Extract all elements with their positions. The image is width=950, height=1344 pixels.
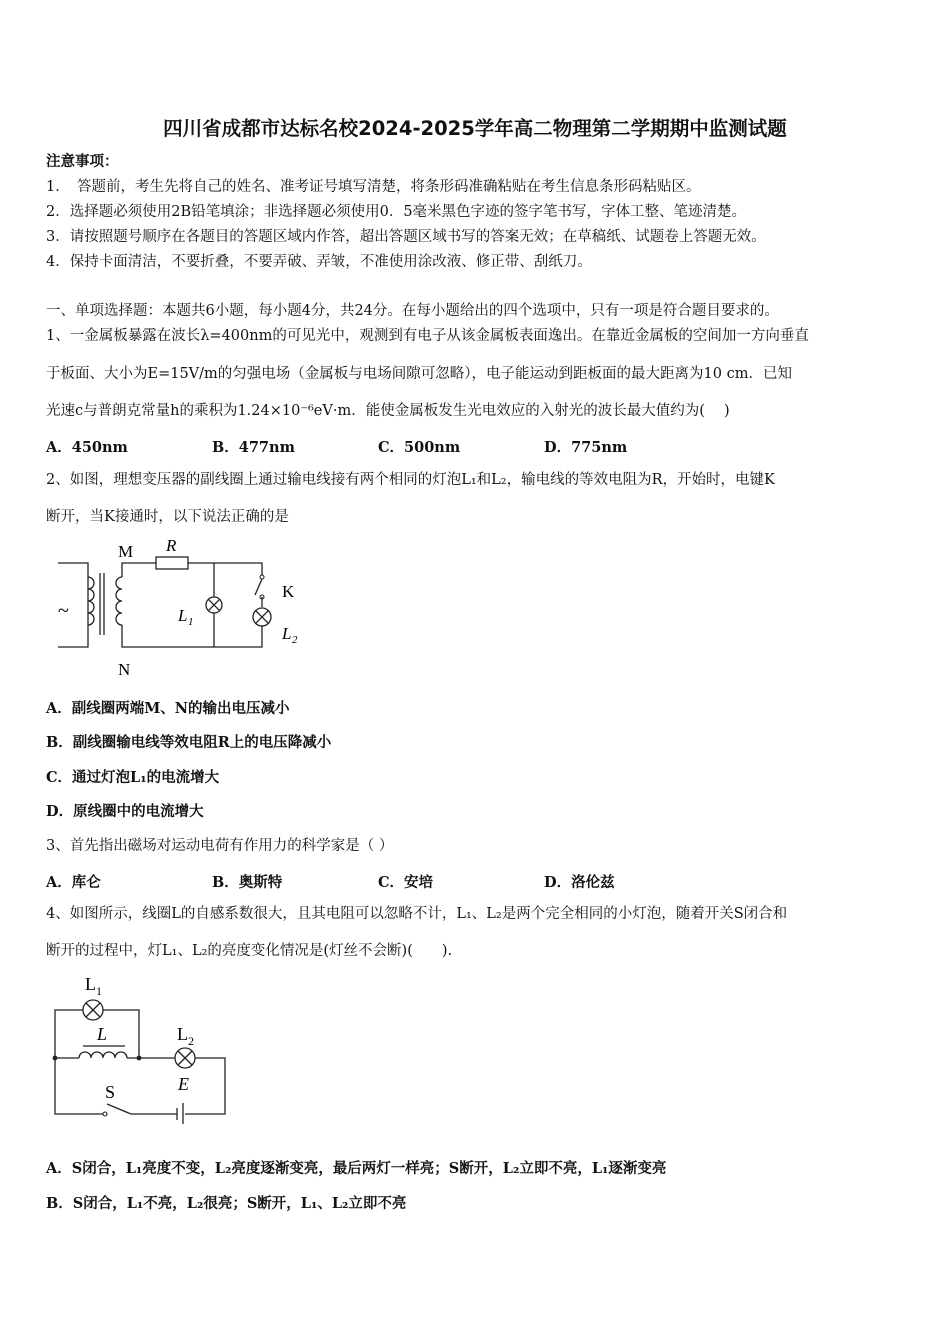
- label-inductor-l: L: [97, 1024, 108, 1044]
- label-m: M: [118, 542, 134, 561]
- ac-source-symbol: ~: [58, 600, 69, 622]
- q1-stem-line: 于板面、大小为E=15V/m的匀强电场（金属板与电场间隙可忽略），电子能运动到距板面的最大距离为10 cm．已知: [46, 366, 792, 382]
- q1-stem-line: 1、一金属板暴露在波长λ=400nm的可见光中，观测到有电子从该金属板表面逸出。在靠近金属板的空间加一方向垂直: [46, 328, 809, 344]
- q3-option-c[interactable]: C．安培: [378, 874, 434, 891]
- label-l2-subscript: 2: [188, 1034, 194, 1048]
- q2-stem-line: 2、如图，理想变压器的副线圈上通过输电线接有两个相同的灯泡L₁和L₂，输电线的等效电阻为R，开始时，电键K: [46, 472, 775, 488]
- q3-option-b[interactable]: B．奥斯特: [212, 874, 283, 891]
- q4-option-b[interactable]: B．S闭合，L₁不亮，L₂很亮；S断开，L₁、L₂立即不亮: [46, 1195, 407, 1212]
- notice-item: 1． 答题前，考生先将自己的姓名、准考证号填写清楚，将条形码准确粘贴在考生信息条形码粘贴区。: [46, 179, 701, 195]
- label-l1-subscript: 1: [188, 616, 194, 628]
- q2-option-c[interactable]: C．通过灯泡L₁的电流增大: [46, 769, 220, 786]
- label-l1-subscript: 1: [96, 984, 102, 998]
- q2-option-a[interactable]: A．副线圈两端M、N的输出电压减小: [46, 700, 290, 717]
- notice-item: 2．选择题必须使用2B铅笔填涂；非选择题必须使用0．5毫米黑色字迹的签字笔书写，字体工整、笔迹清楚。: [46, 204, 747, 220]
- q1-stem-line: 光速c与普朗克常量h的乘积为1.24×10⁻⁶eV·m．能使金属板发生光电效应的入射光的波长最大值约为( ): [46, 403, 730, 419]
- q3-option-a[interactable]: A．库仑: [46, 874, 101, 891]
- q1-options: [46, 436, 627, 457]
- label-l1: L: [178, 606, 188, 625]
- label-l2: L: [282, 624, 292, 643]
- q1-option-a[interactable]: A．450nm: [46, 439, 128, 456]
- q4-stem-line: 4、如图所示，线圈L的自感系数很大，且其电阻可以忽略不计，L₁、L₂是两个完全相同的小灯泡，随着开关S闭合和: [46, 906, 788, 922]
- q2-stem-line: 断开，当K接通时，以下说法正确的是: [46, 509, 289, 525]
- label-l2: L: [177, 1024, 188, 1044]
- q3-options: [46, 871, 615, 892]
- q2-option-b[interactable]: B．副线圈输电线等效电阻R上的电压降减小: [46, 734, 332, 751]
- label-e: E: [178, 1074, 189, 1094]
- q4-stem-line: 断开的过程中，灯L₁、L₂的亮度变化情况是(灯丝不会断)( ).: [46, 943, 453, 959]
- section-heading: 一、单项选择题：本题共6小题，每小题4分，共24分。在每小题给出的四个选项中，只有一项是符合题目要求的。: [46, 303, 779, 319]
- label-l1: L: [85, 974, 96, 994]
- notice-heading: 注意事项：: [46, 153, 119, 170]
- label-n: N: [118, 660, 131, 679]
- q1-option-b[interactable]: B．477nm: [212, 439, 295, 456]
- q1-option-d[interactable]: D．775nm: [544, 439, 628, 456]
- page-title: 四川省成都市达标名校2024-2025学年高二物理第二学期期中监测试题: [163, 117, 787, 140]
- transformer-circuit-diagram: [50, 535, 310, 683]
- label-l2-subscript: 2: [292, 634, 298, 646]
- notice-item: 3．请按照题号顺序在各题目的答题区域内作答，超出答题区域书写的答案无效；在草稿纸、试题卷上答题无效。: [46, 229, 766, 245]
- label-s: S: [105, 1082, 116, 1102]
- label-k: K: [282, 582, 295, 601]
- q3-stem: 3、首先指出磁场对运动电荷有作用力的科学家是（ ）: [46, 838, 394, 854]
- q3-option-d[interactable]: D．洛伦兹: [544, 874, 615, 891]
- inductor-circuit-diagram: [45, 968, 240, 1128]
- notice-item: 4．保持卡面清洁，不要折叠，不要弄破、弄皱，不准使用涂改液、修正带、刮纸刀。: [46, 254, 592, 270]
- q4-option-a[interactable]: A．S闭合，L₁亮度不变，L₂亮度逐渐变亮，最后两灯一样亮；S断开，L₂立即不亮，L₁逐渐变亮: [46, 1160, 667, 1177]
- q1-option-c[interactable]: C．500nm: [378, 439, 461, 456]
- q2-option-d[interactable]: D．原线圈中的电流增大: [46, 803, 204, 820]
- label-r: R: [166, 536, 177, 555]
